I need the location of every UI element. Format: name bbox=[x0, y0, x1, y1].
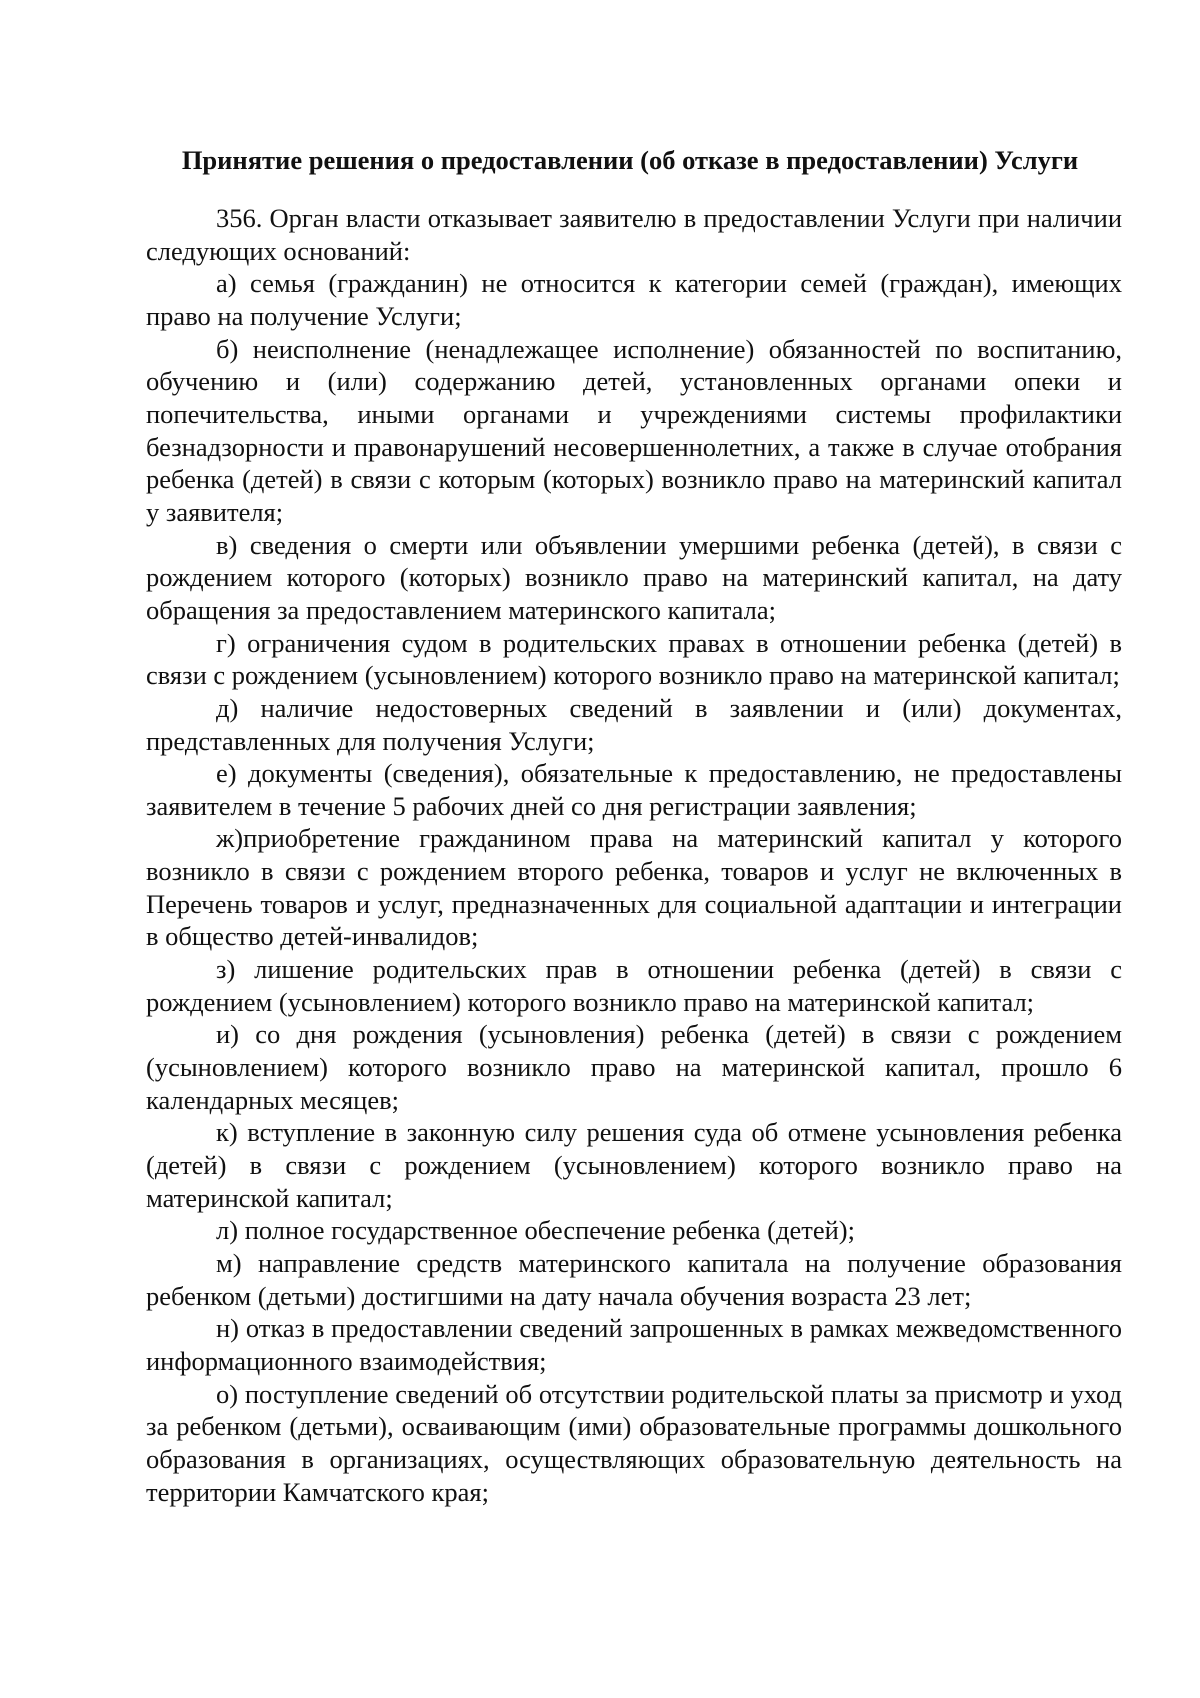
list-item bbox=[146, 757, 1122, 822]
list-item bbox=[146, 1247, 1122, 1312]
list-item bbox=[146, 627, 1122, 692]
list-item bbox=[146, 1312, 1122, 1377]
list-item-marker: к) bbox=[216, 1117, 238, 1148]
list-item-marker: е) bbox=[216, 758, 237, 789]
list-item bbox=[146, 333, 1122, 529]
list-item-text: отказ в предоставлении сведений запрошенных в рамках межведомственного информационного взаимодействия; bbox=[146, 1313, 1122, 1376]
list-item-marker: и) bbox=[216, 1019, 240, 1050]
list-item-marker: в) bbox=[216, 529, 238, 560]
list-item-marker: н) bbox=[216, 1313, 240, 1344]
list-item-marker: о) bbox=[216, 1378, 239, 1409]
list-item bbox=[146, 822, 1122, 953]
list-item-text: семья (гражданин) не относится к категории семей (граждан), имеющих право на получение Услуги; bbox=[146, 268, 1122, 331]
list-item-text: сведения о смерти или объявлении умершими ребенка (детей), в связи с рождением которого (которых) возникло право на материнский капитал, на дату обращения за предоставлением материнского капитала; bbox=[146, 529, 1122, 625]
list-item bbox=[146, 692, 1122, 757]
list-item-text: документы (сведения), обязательные к предоставлению, не предоставлены заявителем в течение 5 рабочих дней со дня регистрации заявления; bbox=[146, 758, 1122, 821]
document-title: Принятие решения о предоставлении (об отказе в предоставлении) Услуги bbox=[181, 145, 1079, 175]
list-item-text: лишение родительских прав в отношении ребенка (детей) в связи с рождением (усыновлением) которого возникло право на материнской капитал; bbox=[146, 954, 1122, 1017]
list-item-text: вступление в законную силу решения суда об отмене усыновления ребенка (детей) в связи с рождением (усыновлением) которого возникло право на материнской капитал; bbox=[146, 1117, 1122, 1213]
list-item bbox=[146, 1378, 1122, 1509]
list-item bbox=[146, 529, 1122, 627]
document-body bbox=[146, 202, 1122, 1508]
list-item-text: неисполнение (ненадлежащее исполнение) обязанностей по воспитанию, обучению и (или) содержанию детей, установленных органами опеки и попечительства, иными органами и учреждениями системы профилактики безнадзорности и правонарушений несовершеннолетних, а также в случае отобрания ребенка (детей) в связи с которым (которых) возникло право на материнский капитал у заявителя; bbox=[146, 333, 1122, 527]
list-item bbox=[146, 1214, 1122, 1247]
list-item-text: поступление сведений об отсутствии родительской платы за присмотр и уход за ребенком (детьми), осваивающим (ими) образовательные программы дошкольного образования в организациях, осуществляющих образовательную деятельность на территории Камчатского края; bbox=[146, 1378, 1122, 1507]
list-item-marker: б) bbox=[216, 333, 239, 364]
list-item bbox=[146, 953, 1122, 1018]
list-item-marker: м) bbox=[216, 1248, 242, 1278]
list-item-marker: з) bbox=[216, 954, 236, 985]
list-item-marker: д) bbox=[216, 692, 239, 723]
list-item bbox=[146, 267, 1122, 332]
list-item bbox=[146, 1116, 1122, 1214]
list-item-text: приобретение гражданином права на материнский капитал у которого возникло в связи с рождением второго ребенка, товаров и услуг не включенных в Перечень товаров и услуг, предназначенных для социальной адаптации и интеграции в общество детей-инвалидов; bbox=[146, 823, 1122, 952]
list-item-text: ограничения судом в родительских правах в отношении ребенка (детей) в связи с рождением (усыновлением) которого возникло право на материнской капитал; bbox=[146, 627, 1122, 691]
list-item-text: направление средств материнского капитала на получение образования ребенком (детьми) достигшими на дату начала обучения возраста 23 лет; bbox=[146, 1248, 1122, 1311]
list-item-marker: а) bbox=[216, 268, 237, 299]
list-item-text: полное государственное обеспечение ребенка (детей); bbox=[238, 1215, 855, 1246]
list-item-marker: ж) bbox=[216, 823, 244, 854]
list-item-text: со дня рождения (усыновления) ребенка (детей) в связи с рождением (усыновлением) которого возникло право на материнской капитал, прошло 6 календарных месяцев; bbox=[146, 1019, 1122, 1115]
list-item-text: наличие недостоверных сведений в заявлении и (или) документах, представленных для получения Услуги; bbox=[146, 692, 1122, 756]
list-item bbox=[146, 1018, 1122, 1116]
list-item-marker: г) bbox=[216, 627, 236, 658]
intro-paragraph: 356. Орган власти отказывает заявителю в предоставлении Услуги при наличии следующих оснований: bbox=[146, 203, 1122, 266]
list-item-marker: л) bbox=[216, 1215, 239, 1246]
